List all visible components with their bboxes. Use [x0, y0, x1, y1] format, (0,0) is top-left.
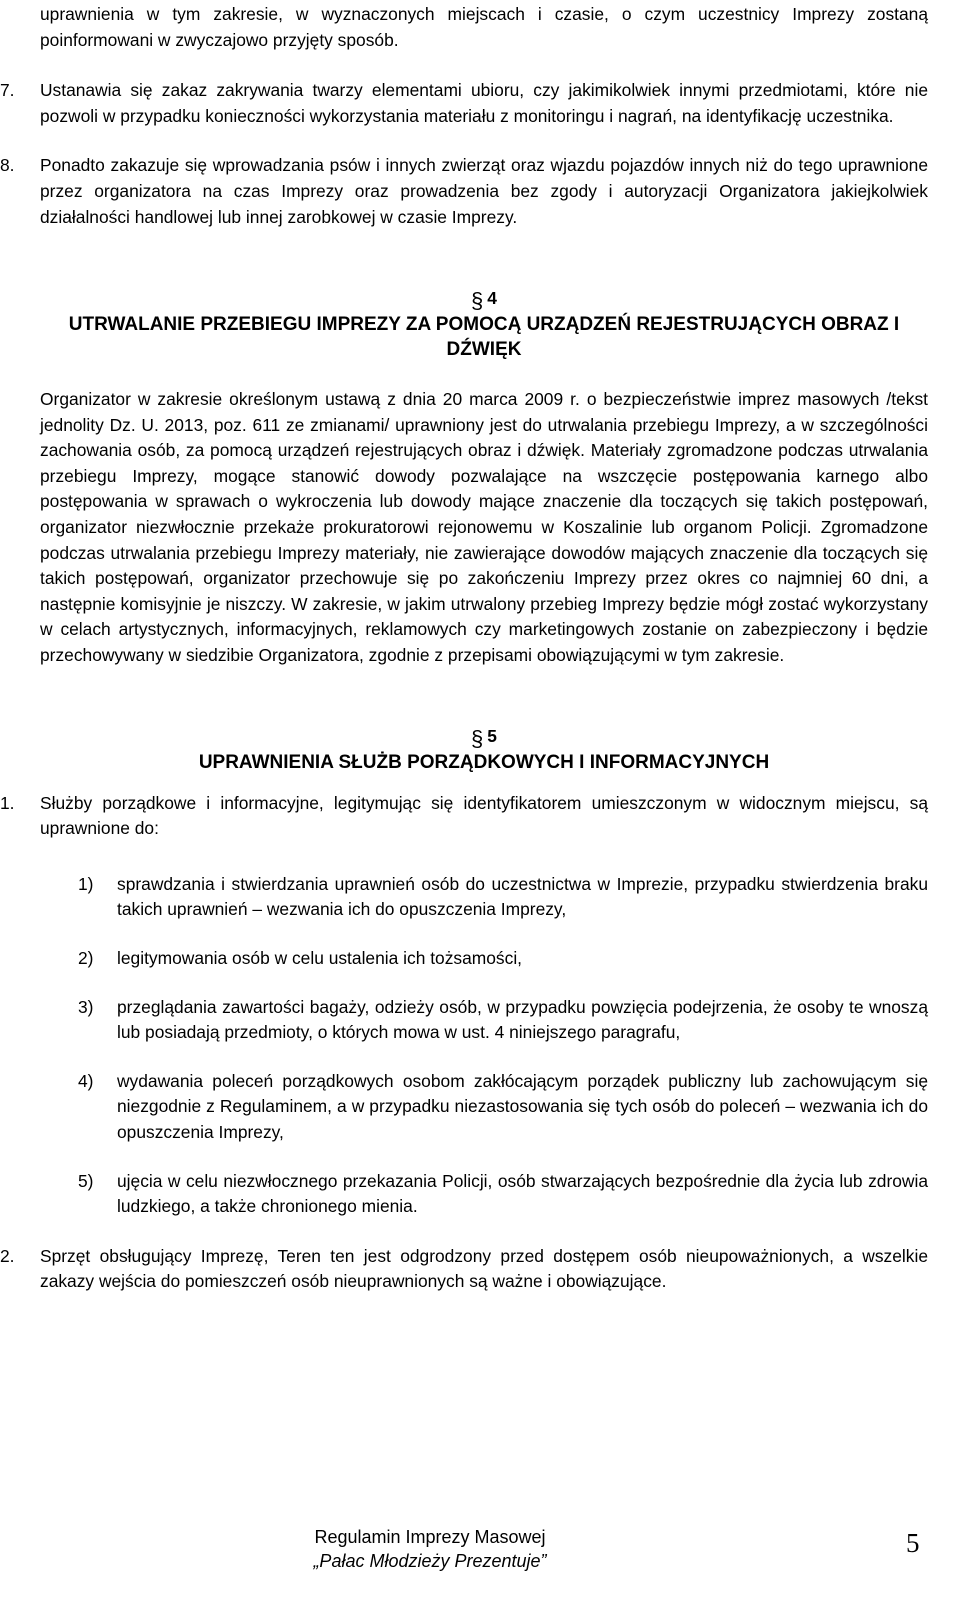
sub-item-number: 3) [78, 996, 94, 1017]
paragraph-symbol: § [471, 726, 484, 752]
paragraph-symbol: § [471, 288, 484, 314]
list-item-8 [0, 153, 928, 230]
section-title: UTRWALANIE PRZEBIEGU IMPREZY ZA POMOCĄ URZĄDZEŃ REJESTRUJĄCYCH OBRAZ I DŹWIĘK [68, 313, 900, 361]
item-number: 8. [0, 155, 15, 176]
sub-item-text: legitymowania osób w celu ustalenia ich tożsamości, [117, 948, 523, 969]
item-number: 7. [0, 80, 15, 101]
section-number-value: 5 [487, 726, 497, 747]
item-number: 1. [0, 792, 15, 813]
sub-item-3 [78, 995, 928, 1046]
item-text: Sprzęt obsługujący Imprezę, Teren ten jest odgrodzony przed dostępem osób nieupoważnionych, a wszelkie zakazy wejścia do pomieszczeń osób nieuprawnionych są ważne i obowiązujące. [40, 1245, 928, 1292]
sub-list [40, 872, 928, 1220]
list-item-1 [0, 791, 928, 842]
list-item-2 [0, 1244, 928, 1295]
section-4 [0, 284, 960, 363]
sub-item-text: sprawdzania i stwierdzania uprawnień osób do uczestnictwa w Imprezie, przypadku stwierdzenia braku takich uprawnień – wezwania ich do opuszczenia Imprezy, [117, 873, 928, 920]
sub-item-1 [78, 872, 928, 923]
paragraph-continuation: uprawnienia w tym zakresie, w wyznaczonych miejscach i czasie, o czym uczestnicy Imprezy zostaną poinformowani w zwyczajowo przyjęty sposób. [40, 4, 928, 50]
sub-item-number: 1) [78, 873, 94, 894]
item-number: 2. [0, 1245, 15, 1266]
item-text: Ustanawia się zakaz zakrywania twarzy elementami ubioru, czy jakimikolwiek innymi przedmiotami, które nie pozwoli w przypadku konieczności wykorzystania materiału z monitoringu i nagrań, na identyfikację uczestnika. [40, 80, 928, 126]
sub-item-text: ujęcia w celu niezwłocznego przekazania Policji, osób stwarzających bezpośrednie dla życia lub zdrowia ludzkiego, a także chronionego mienia. [117, 1170, 928, 1217]
item-text: Służby porządkowe i informacyjne, legitymując się identyfikatorem umieszczonym w widocznym miejscu, są uprawnione do: [40, 792, 928, 839]
footer-title: Regulamin Imprezy Masowej [314, 1527, 546, 1547]
list-item-7 [0, 78, 928, 129]
sub-item-number: 2) [78, 948, 94, 969]
section-number-value: 4 [487, 288, 497, 309]
footer-subtitle: „Pałac Młodzieży Prezentuje” [313, 1551, 547, 1571]
section-title: UPRAWNIENIA SŁUŻB PORZĄDKOWYCH I INFORMACYJNYCH [198, 752, 770, 774]
sub-item-number: 5) [78, 1170, 94, 1191]
section-5 [0, 722, 960, 775]
page-number: 5 [906, 1528, 920, 1558]
section-number [0, 284, 960, 312]
sub-item-4 [78, 1069, 928, 1146]
sub-item-text: wydawania poleceń porządkowych osobom zakłócającym porządek publiczny lub zachowującym się niezgodnie z Regulaminem, a w przypadku niezastosowania się tych osób do poleceń – wezwania ich do opuszczenia Imprezy, [117, 1070, 928, 1142]
item-text: Ponadto zakazuje się wprowadzania psów i innych zwierząt oraz wjazdu pojazdów innych niż do tego uprawnione przez organizatora na czas Imprezy oraz prowadzenia bez zgody i autoryzacji Organizatora jakiejkolwiek działalności handlowej lub innej zarobkowej w czasie Imprezy. [40, 155, 928, 227]
document-page [0, 2, 928, 1295]
sub-item-number: 4) [78, 1070, 94, 1091]
section-number [0, 722, 960, 750]
sub-item-text: przeglądania zawartości bagaży, odzieży osób, w przypadku powzięcia podejrzenia, że osoby te wnoszą lub posiadają przedmioty, o których mowa w ust. 4 niniejszego paragrafu, [117, 996, 928, 1043]
section-4-text: Organizator w zakresie określonym ustawą z dnia 20 marca 2009 r. o bezpieczeństwie imprez masowych /tekst jednolity Dz. U. 2013, poz. 611 ze zmianami/ uprawniony jest do utrwalania przebiegu Imprezy, a w szczególności zachowania osób, za pomocą urządzeń rejestrujących obraz i dźwięk. Materiały zgromadzone podczas utrwalania przebiegu Imprezy, mogące stanowić dowody pozwalające na wszczęcie postępowania karnego albo postępowania w sprawach o wykroczenia lub dowody mające znaczenie dla toczących się takich postępowań, organizator niezwłocznie przekaże prokuratorowi rejonowemu w Koszalinie lub organom Policji. Zgromadzone podczas utrwalania przebiegu Imprezy materiały, nie zawierające dowodów mających znaczenie dla toczących się takich postępowań, organizator przechowuje się po zakończeniu Imprezy przez okres co najmniej 60 dni, a następnie komisyjnie je niszczy. W zakresie, w jakim utrwalony przebieg Imprezy będzie mógł zostać wykorzystany w celach artystycznych, informacyjnych, reklamowych czy marketingowych zostanie on zabezpieczony i będzie przechowywany w siedzibie Organizatora, zgodnie z przepisami obowiązującymi w tym zakresie. [40, 388, 928, 665]
sub-item-5 [78, 1169, 928, 1220]
sub-item-2 [78, 946, 928, 972]
